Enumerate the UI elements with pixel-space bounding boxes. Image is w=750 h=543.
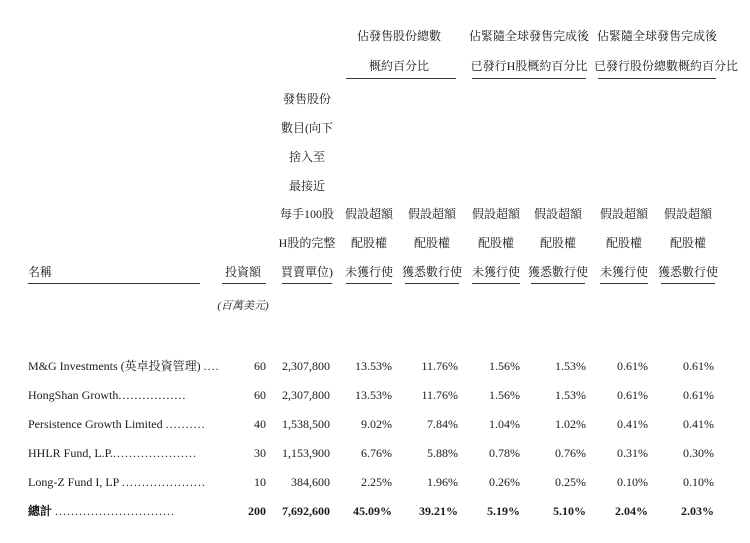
row-investment: 60 [254, 388, 266, 402]
row-investment: 30 [254, 446, 266, 460]
row-g2a: 1.56% [489, 388, 520, 402]
row-g1a: 2.25% [361, 475, 392, 489]
row-g2b: 1.53% [555, 388, 586, 402]
total-g3b: 2.03% [681, 504, 714, 518]
row-name: HongShan Growth................. [28, 388, 187, 402]
col-shares-line: 捨入至 [288, 150, 325, 164]
row-shares: 1,538,500 [282, 417, 330, 431]
col-underline [661, 283, 715, 284]
col-g2-not-exercised-line: 未獲行使 [471, 265, 520, 279]
row-g3b: 0.10% [683, 475, 714, 489]
col-underline [405, 283, 459, 284]
group-header-offer-shares-line2: 概約百分比 [368, 59, 429, 73]
col-underline [346, 283, 392, 284]
total-investment: 200 [248, 504, 266, 518]
col-g1-fully-exercised-line: 獲悉數行使 [401, 265, 462, 279]
row-g3a: 0.61% [617, 388, 648, 402]
row-g1a: 6.76% [361, 446, 392, 460]
group-header-h-shares-line1: 佔緊隨全球發售完成後 [468, 29, 589, 43]
row-g3b: 0.61% [683, 388, 714, 402]
group-header-h-shares-line2: 已發行H股概約百分比 [470, 59, 588, 73]
row-g1a: 9.02% [361, 417, 392, 431]
col-underline [222, 283, 266, 284]
col-g3-fully-exercised-line: 假設超額 [663, 207, 712, 221]
col-g1-fully-exercised-line: 假設超額 [407, 207, 456, 221]
row-g1b: 5.88% [427, 446, 458, 460]
col-g1-fully-exercised-line: 配股權 [413, 236, 450, 250]
row-g3b: 0.41% [683, 417, 714, 431]
col-shares-line: 每手100股 [279, 207, 334, 221]
row-g2a: 1.56% [489, 359, 520, 373]
col-g3-fully-exercised-line: 獲悉數行使 [657, 265, 718, 279]
row-g1b: 11.76% [421, 388, 458, 402]
row-g1b: 7.84% [427, 417, 458, 431]
row-g1a: 13.53% [355, 359, 392, 373]
col-underline [472, 283, 520, 284]
col-g3-not-exercised-line: 配股權 [605, 236, 642, 250]
col-g1-not-exercised-line: 未獲行使 [344, 265, 393, 279]
col-underline [600, 283, 648, 284]
row-name: M&G Investments (英卓投資管理) .... [28, 359, 220, 373]
row-g2b: 0.76% [555, 446, 586, 460]
col-g2-fully-exercised-line: 配股權 [539, 236, 576, 250]
row-g3a: 0.61% [617, 359, 648, 373]
col-shares-line: 買賣單位) [281, 265, 333, 279]
group-header-total-shares-line2: 已發行股份總數概約百分比 [594, 59, 739, 73]
group-header-total-shares-line1: 佔緊隨全球發售完成後 [596, 29, 717, 43]
row-g1b: 11.76% [421, 359, 458, 373]
total-g2b: 5.10% [553, 504, 586, 518]
row-g3b: 0.61% [683, 359, 714, 373]
col-underline [282, 283, 332, 284]
total-g1b: 39.21% [419, 504, 458, 518]
group-header-underline [472, 78, 586, 79]
group-header-offer-shares-line1: 佔發售股份總數 [356, 29, 441, 43]
col-underline [531, 283, 585, 284]
total-g2a: 5.19% [487, 504, 520, 518]
row-investment: 40 [254, 417, 266, 431]
unit-note: (百萬美元) [217, 300, 269, 312]
row-shares: 2,307,800 [282, 388, 330, 402]
row-g3a: 0.10% [617, 475, 648, 489]
row-name: HHLR Fund, L.P...................... [28, 446, 198, 460]
row-g1b: 1.96% [427, 475, 458, 489]
col-shares-line: 最接近 [288, 179, 325, 193]
row-g2b: 1.02% [555, 417, 586, 431]
row-g2a: 1.04% [489, 417, 520, 431]
col-g2-not-exercised-line: 配股權 [477, 236, 514, 250]
total-g1a: 45.09% [353, 504, 392, 518]
row-g2b: 0.25% [555, 475, 586, 489]
col-underline [28, 283, 200, 284]
col-g1-not-exercised-line: 假設超額 [344, 207, 393, 221]
row-g2b: 1.53% [555, 359, 586, 373]
row-shares: 1,153,900 [282, 446, 330, 460]
row-shares: 2,307,800 [282, 359, 330, 373]
col-g3-not-exercised-line: 未獲行使 [599, 265, 648, 279]
group-header-underline [346, 78, 456, 79]
total-g3a: 2.04% [615, 504, 648, 518]
col-shares-line: H股的完整 [278, 236, 336, 250]
row-name: Long-Z Fund I, LP ..................... [28, 475, 206, 489]
col-shares-line: 發售股份 [282, 92, 331, 106]
col-shares-line: 數目(向下 [281, 121, 333, 135]
col-g2-fully-exercised-line: 獲悉數行使 [527, 265, 588, 279]
total-shares: 7,692,600 [282, 504, 330, 518]
row-name: Persistence Growth Limited .......... [28, 417, 206, 431]
row-g3b: 0.30% [683, 446, 714, 460]
row-g3a: 0.41% [617, 417, 648, 431]
col-g2-not-exercised-line: 假設超額 [471, 207, 520, 221]
row-g2a: 0.78% [489, 446, 520, 460]
row-investment: 60 [254, 359, 266, 373]
row-g3a: 0.31% [617, 446, 648, 460]
col-g3-fully-exercised-line: 配股權 [669, 236, 706, 250]
col-g2-fully-exercised-line: 假設超額 [533, 207, 582, 221]
col-name-header: 名稱 [28, 265, 53, 279]
total-row-name: 總計 .............................. [28, 504, 176, 518]
row-g2a: 0.26% [489, 475, 520, 489]
col-investment-header: 投資額 [224, 265, 261, 279]
row-shares: 384,600 [291, 475, 330, 489]
col-g1-not-exercised-line: 配股權 [350, 236, 387, 250]
group-header-underline [598, 78, 716, 79]
row-investment: 10 [254, 475, 266, 489]
row-g1a: 13.53% [355, 388, 392, 402]
col-g3-not-exercised-line: 假設超額 [599, 207, 648, 221]
